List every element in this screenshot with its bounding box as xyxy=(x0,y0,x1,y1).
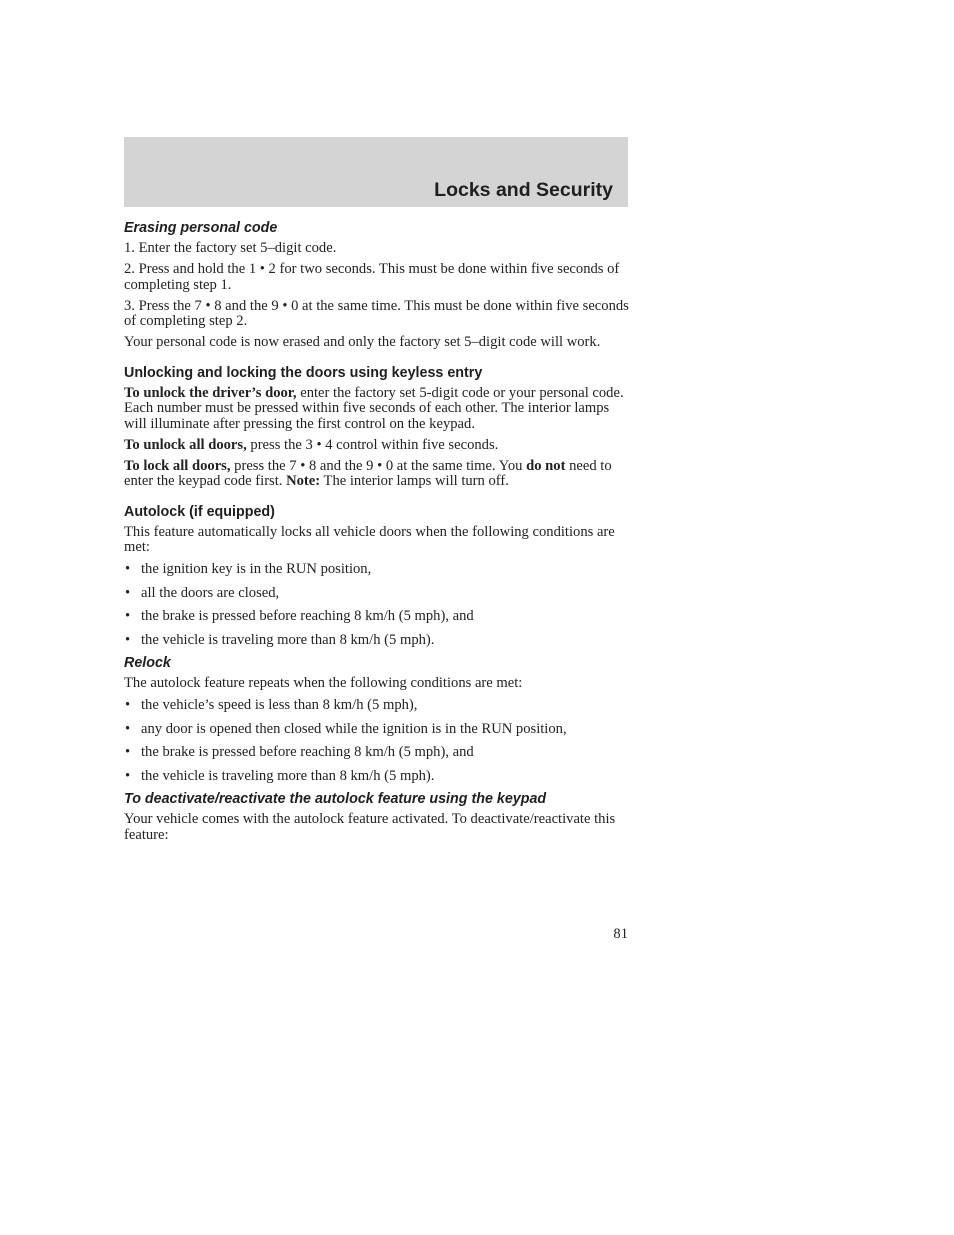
heading-autolock: Autolock (if equipped) xyxy=(124,503,275,520)
relock-conditions-list xyxy=(124,697,630,784)
list-item: • any door is opened then closed while the ignition is in the RUN position, xyxy=(124,721,630,738)
unlock-all-text: press the 3 • 4 control within five seconds. xyxy=(246,436,499,453)
heading-keyless-entry: Unlocking and locking the doors using keyless entry xyxy=(124,364,483,381)
section-title: Locks and Security xyxy=(434,179,613,201)
unlock-all-lead: To unlock all doors, xyxy=(124,436,247,453)
lock-all-paragraph xyxy=(124,459,630,490)
relock-intro: The autolock feature repeats when the following conditions are met: xyxy=(124,675,523,691)
list-item: • all the doors are closed, xyxy=(124,585,630,602)
erasing-step-2: 2. Press and hold the 1 • 2 for two seconds. This must be done within five seconds of completing step 1. xyxy=(124,261,620,293)
autolock-conditions-list xyxy=(124,561,630,648)
note-text: The interior lamps will turn off. xyxy=(320,473,509,489)
unlock-driver-text: enter the factory set 5-digit code or your personal code. Each number must be pressed within five seconds of each other. The interior lamps will illuminate after pressing the first control on the keypad. xyxy=(124,384,624,432)
erasing-step-1: 1. Enter the factory set 5–digit code. xyxy=(124,240,337,256)
unlock-driver-paragraph xyxy=(124,386,630,433)
deactivate-text: Your vehicle comes with the autolock feature activated. To deactivate/reactivate this feature: xyxy=(124,811,616,843)
unlock-driver-lead: To unlock the driver’s door, xyxy=(124,384,297,401)
erasing-result: Your personal code is now erased and only the factory set 5–digit code will work. xyxy=(124,334,601,350)
note-label: Note: xyxy=(286,473,321,489)
erasing-step-3: 3. Press the 7 • 8 and the 9 • 0 at the same time. This must be done within five seconds of completing step 2. xyxy=(124,297,629,329)
list-item: • the ignition key is in the RUN position, xyxy=(124,561,630,578)
lock-all-lead: To lock all doors, xyxy=(124,457,231,474)
list-item: • the vehicle’s speed is less than 8 km/h (5 mph), xyxy=(124,697,630,714)
section-header-band xyxy=(124,137,628,207)
lock-all-do-not: do not xyxy=(526,457,566,474)
list-item: • the vehicle is traveling more than 8 km/h (5 mph). xyxy=(124,632,630,649)
unlock-all-paragraph xyxy=(124,438,630,454)
list-item: • the brake is pressed before reaching 8 km/h (5 mph), and xyxy=(124,608,630,625)
list-item: • the vehicle is traveling more than 8 km/h (5 mph). xyxy=(124,768,630,785)
lock-all-text-1: press the 7 • 8 and the 9 • 0 at the same time. You xyxy=(230,457,527,474)
autolock-intro: This feature automatically locks all vehicle doors when the following conditions are met: xyxy=(124,523,615,555)
heading-erasing-personal-code: Erasing personal code xyxy=(124,220,278,236)
page-content xyxy=(124,220,630,849)
heading-relock: Relock xyxy=(124,655,171,671)
page-number: 81 xyxy=(613,926,628,942)
lock-all-text-2: need to enter the keypad code first. xyxy=(124,457,612,489)
list-item: • the brake is pressed before reaching 8 km/h (5 mph), and xyxy=(124,744,630,761)
heading-deactivate-autolock: To deactivate/reactivate the autolock feature using the keypad xyxy=(124,791,547,807)
